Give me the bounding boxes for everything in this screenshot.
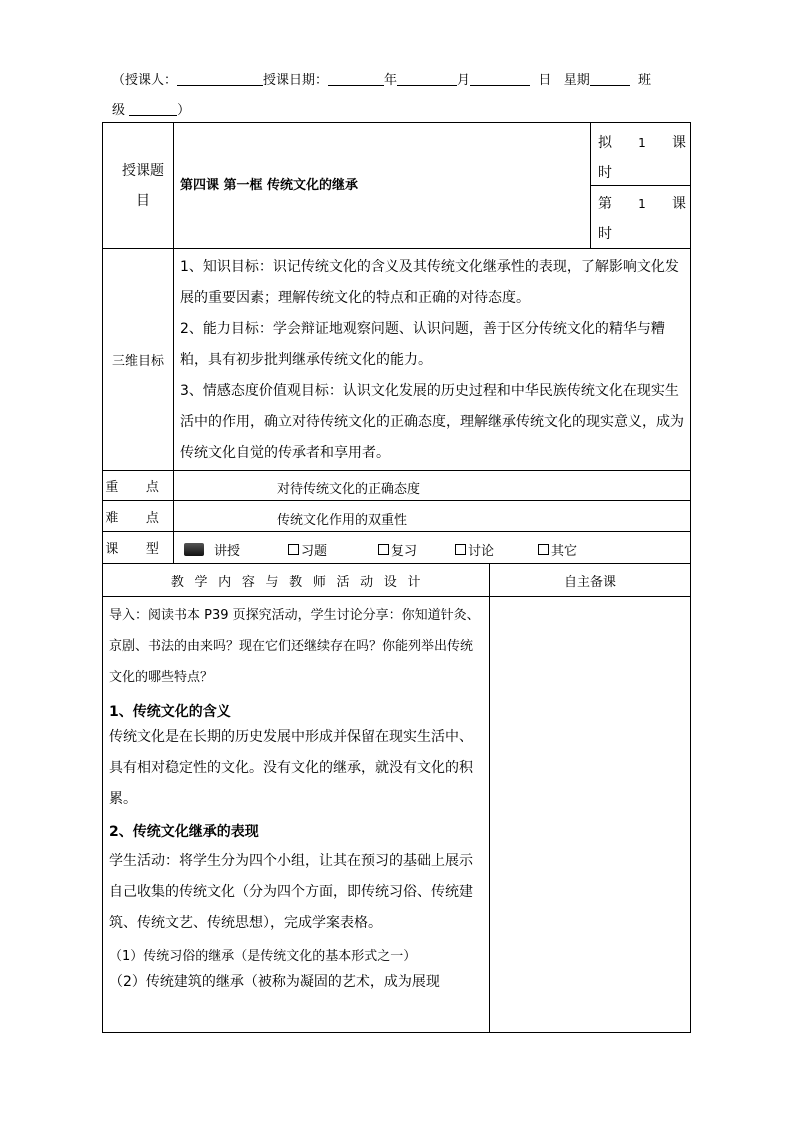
- planned-unit: 课: [671, 135, 686, 151]
- sequence-number: 1: [638, 197, 646, 211]
- key-point-label: 重 点: [105, 480, 171, 495]
- lesson-type-discussion: 讨论: [455, 540, 494, 559]
- sequence-period: [598, 189, 686, 247]
- week-blank: [590, 69, 630, 86]
- planned-label-2: 时: [598, 165, 612, 181]
- year-blank: [328, 69, 384, 86]
- sequence-label-2: 时: [598, 226, 612, 242]
- checkbox-icon: [455, 544, 466, 555]
- section-2-text: 学生活动：将学生分为四个小组，让其在预习的基础上展示自己收集的传统文化（分为四个方面，即传统习俗、传统建筑、传统文艺、传统思想），完成学案表格。: [109, 853, 473, 931]
- planned-number: 1: [638, 136, 646, 150]
- difficult-point-label: 难 点: [105, 510, 171, 526]
- teacher-blank: [177, 69, 263, 86]
- date-label: 授课日期：: [263, 73, 329, 88]
- checkbox-icon: [378, 544, 389, 555]
- objective-knowledge: 1、知识目标：识记传统文化的含义及其传统文化继承性的表现，了解影响文化发展的重要因素；理解传统文化的特点和正确的对待态度。: [180, 259, 679, 306]
- sequence-unit: 课: [671, 196, 686, 212]
- selected-lesson-type-icon: [184, 543, 204, 556]
- checkbox-icon: [538, 544, 549, 555]
- month-label: 月: [457, 73, 471, 88]
- class-label: 班: [638, 73, 652, 88]
- item-architecture: （2）传统建筑的继承（被称为凝固的艺术，成为展现: [109, 974, 440, 990]
- lesson-type-lecture: 讲授: [214, 544, 241, 559]
- section-1-heading: 1、传统文化的含义: [109, 704, 231, 720]
- intro-text: 导入：阅读书本 P39 页探究活动，学生讨论分享：你知道针灸、京剧、书法的由来吗？现在它们还继续存在吗？你能列举出传统文化的哪些特点？: [109, 608, 480, 685]
- design-header: 教学内容与教师活动设计: [170, 574, 432, 590]
- teaching-content: [109, 600, 483, 995]
- lesson-type-options: [184, 540, 684, 559]
- lesson-type-exercise: 习题: [288, 540, 327, 559]
- lesson-type-other: 其它: [538, 540, 577, 559]
- difficult-point-value: 传统文化作用的双重性: [277, 513, 408, 528]
- objectives-list: [180, 252, 685, 469]
- self-prep-header: 自主备课: [563, 574, 616, 590]
- section-2-heading: 2、传统文化继承的表现: [109, 824, 259, 840]
- class-label-2: 级: [112, 103, 126, 118]
- year-label: 年: [384, 73, 398, 88]
- planned-label: 拟: [598, 135, 612, 151]
- key-point-value: 对待传统文化的正确态度: [277, 482, 421, 497]
- objective-values: 3、情感态度价值观目标：认识文化发展的历史过程和中华民族传统文化在现实生活中的作用，确立对待传统文化的正确态度，理解继承传统文化的现实意义，成为传统文化自觉的传承者和享用者。: [180, 383, 684, 461]
- lesson-type-label: 课 型: [105, 542, 171, 557]
- planned-periods: [598, 128, 686, 184]
- item-customs: （1）传统习俗的继承（是传统文化的基本形式之一）: [109, 949, 417, 964]
- class-blank: [129, 99, 177, 116]
- teacher-label: （授课人：: [112, 73, 178, 88]
- day-label: 日: [538, 73, 552, 88]
- header-close: ）: [177, 103, 191, 118]
- day-blank: [470, 69, 530, 86]
- week-label: 星期: [563, 73, 590, 88]
- checkbox-icon: [288, 544, 299, 555]
- objective-ability: 2、能力目标：学会辩证地观察问题、认识问题，善于区分传统文化的精华与糟粕，具有初步批判继承传统文化的能力。: [180, 321, 665, 368]
- lesson-type-review: 复习: [378, 540, 417, 559]
- objectives-label: 三维目标: [111, 354, 164, 369]
- section-1-text: 传统文化是在长期的历史发展中形成并保留在现实生活中、具有相对稳定性的文化。没有文化的继承，就没有文化的积累。: [109, 729, 473, 807]
- topic-label: 授课题目: [122, 163, 164, 209]
- month-blank: [397, 69, 457, 86]
- topic-value: 第四课 第一框 传统文化的继承: [180, 178, 359, 193]
- sequence-label: 第: [598, 196, 612, 212]
- header-line: [112, 66, 692, 126]
